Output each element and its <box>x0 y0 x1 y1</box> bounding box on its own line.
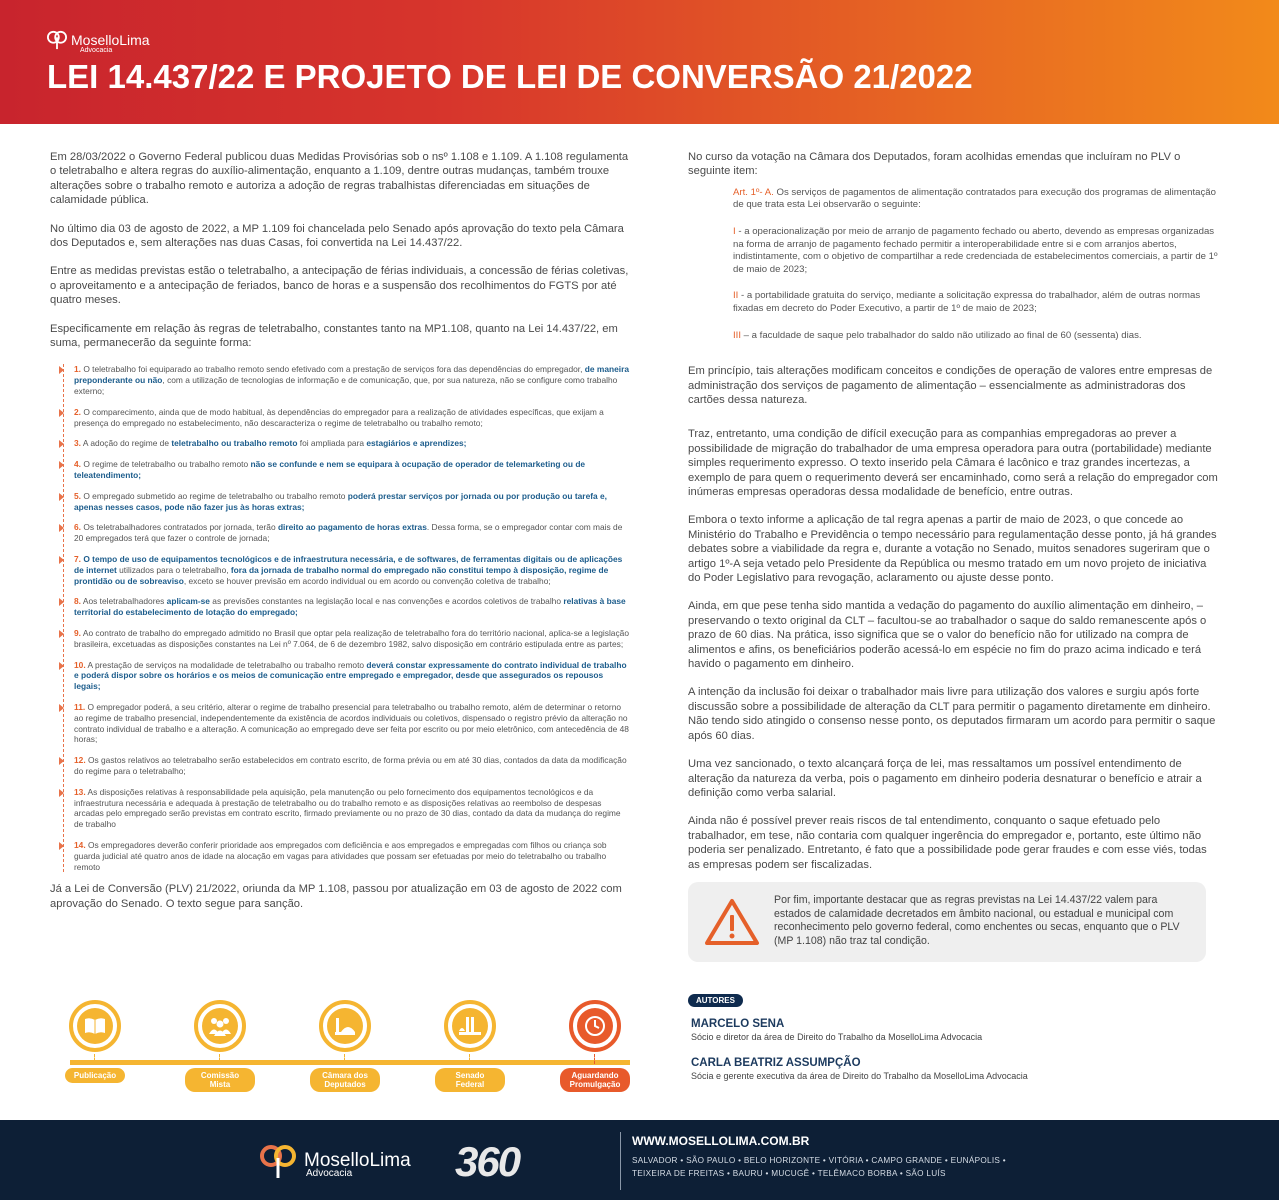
paragraph: No curso da votação na Câmara dos Deputados, foram acolhidas emendas que incluíram no PLV o seguinte item: <box>688 151 1181 178</box>
paragraph: No último dia 03 de agosto de 2022, a MP 1.109 foi chancelada pelo Senado após aprovação do texto pela Câmara dos Deputados e, sem alterações nas duas Casas, foi convertida na Lei 14.437/22. <box>50 222 624 250</box>
quote-number: I <box>733 226 736 237</box>
item-text: Os teletrabalhadores contratados por jornada, terão <box>81 522 278 533</box>
item-highlight: de maneira preponderante ou não <box>74 364 629 386</box>
office-cities <box>632 1154 1006 1180</box>
item-number: 9. <box>74 628 81 639</box>
paragraph: Entre as medidas previstas estão o teletrabalho, a antecipação de férias individuais, a concessão de férias coletivas, o aproveitamento e a antecipação de feriados, banco de horas e a suspensão dos recolhimentos do FGTS por até quatro meses. <box>50 265 629 307</box>
list-item <box>74 438 630 449</box>
people-icon <box>208 1016 232 1036</box>
author-name: MARCELO SENA <box>691 1018 785 1030</box>
item-text: A adoção do regime de <box>81 438 172 449</box>
author-role: Sócia e gerente executiva da área de Direito do Trabalho da MoselloLima Advocacia <box>691 1071 1028 1081</box>
quote-number: III <box>733 329 741 341</box>
item-number: 12. <box>74 755 86 766</box>
footer-logo-sub: Advocacia <box>306 1168 353 1179</box>
footer-logo-name: MoselloLima <box>304 1150 411 1171</box>
page-title: LEI 14.437/22 E PROJETO DE LEI DE CONVERSÃO 21/2022 <box>47 58 973 95</box>
timeline-step-comissao <box>185 1000 255 1092</box>
quote-number: Art. 1º- A. <box>733 186 774 198</box>
paragraph: Embora o texto informe a aplicação de tal regra apenas a partir de maio de 2023, o que concede ao Ministério do Trabalho e Previdência o tempo necessário para regulamentação desse ponto, já há grandes debates sobre a viabilidade da regra e, durante a votação no Senado, muitos senadores sugeriram que o artigo 1º-A seja vetado pelo Presidente da República ou mesmo tratado em um novo projeto de iniciativa do Poder Legislativo para revogação, aclaramento ou ajuste desse ponto. <box>688 514 1217 585</box>
step-label: Comissão Mista <box>185 1068 255 1092</box>
item-text: O empregado submetido ao regime de teletrabalho ou trabalho remoto <box>81 490 348 501</box>
badge-360: 360 <box>455 1138 520 1185</box>
item-highlight: O tempo de uso de equipamentos tecnológicos e de infraestrutura necessária, e de softwares, de ferramentas digitais ou de aplicações de internet <box>74 554 623 575</box>
warning-icon <box>704 897 760 947</box>
item-number: 8. <box>74 596 81 607</box>
item-text: , exceto se houver previsão em acordo individual ou em acordo ou convenção coletiva de trabalho; <box>183 575 551 586</box>
paragraph: Ainda, em que pese tenha sido mantida a vedação do pagamento do auxílio alimentação em dinheiro, – preservando o texto original da CLT – facultou-se ao trabalhador o saque do saldo remanescente após o prazo de 60 dias. Na prática, isso significa que se o valor do benefício não for utilizado na compra de alimentos e afins, os beneficiários poderão acessá-lo em espécie no fim do prazo acima indicado e terá havido o pagamento em dinheiro. <box>688 600 1207 671</box>
congress-icon <box>458 1016 482 1036</box>
paragraph: Em 28/03/2022 o Governo Federal publicou duas Medidas Provisórias sob o nsº 1.108 e 1.109. A 1.108 regulamenta o teletrabalho e altera regras do auxílio-alimentação, enquanto a 1.109, dentre outras mudanças, também trouxe alterações sobre o trabalho remoto e autoriza a adoção de regras trabalhistas diferenciadas em situações de calamidade pública. <box>50 151 629 207</box>
quote-number: II <box>733 290 739 302</box>
timeline-step-promulgacao <box>560 1000 630 1092</box>
list-item <box>74 840 630 872</box>
paragraph: Uma vez sancionado, o texto alcançará força de lei, mas ressaltamos um possível entendimento de alteração da natureza da verba, pois o pagamento em dinheiro poderia desnaturar o benefício e atrair a definição como verba salarial. <box>688 758 1202 799</box>
item-number: 3. <box>74 438 81 449</box>
divider <box>620 1132 621 1190</box>
item-number: 14. <box>74 839 86 850</box>
logo-icon <box>47 30 67 50</box>
quote-text: - a operacionalização por meio de arranjo de pagamento fechado ou aberto, devendo as empresas organizadas na forma de arranjo de pagamento fechado permitir a interoperabilidade entre si e com arranjos abertos, indistintamente, com o objetivo de compartilhar a rede credenciada de estabelecimentos comerciais, a partir de 1º de maio de 2023; <box>733 226 1218 275</box>
header-banner <box>0 0 1279 124</box>
clock-icon <box>584 1015 606 1037</box>
item-text: A prestação de serviços na modalidade de teletrabalho ou trabalho remoto <box>85 659 367 670</box>
paragraph: Já a Lei de Conversão (PLV) 21/2022, oriunda da MP 1.108, passou por atualização em 03 de agosto de 2022 com aprovação do Senado. O texto segue para sanção. <box>50 883 622 910</box>
item-text: As disposições relativas à responsabilidade pela aquisição, pela manutenção ou pelo fornecimento dos equipamentos tecnológicos e da infraestrutura necessária e adequada à prestação de teletrabalho ou do trabalho remoto e as disposições relativas ao reembolso de despesas arcadas pelo empregado serão previstas em contrato escrito, firmado previamente ou no prazo de 30 dias, contado da data da mudança do regime de trabalho <box>74 786 621 830</box>
paragraph: Em princípio, tais alterações modificam conceitos e condições de operação de valores entre empresas de administração dos serviços de pagamento de alimentação – essencialmente as administradoras dos cartões dessa natureza. <box>688 365 1213 406</box>
item-text: O regime de teletrabalho ou trabalho remoto <box>81 459 251 470</box>
paragraph: Traz, entretanto, uma condição de difícil execução para as companhias empregadoras ao prever a possibilidade de migração do trabalhador de uma empresa operadora para outra (portabilidade) mediante simples requerimento expresso. O texto inserido pela Câmara é lacônico e traz grandes incertezas, a exemplo de para quem o requerimento deverá ser encaminhado, como será a relação do empregador com inúmeras empresas operadoras dessa modalidade de benefício, entre outras. <box>688 428 1218 498</box>
list-item <box>74 522 630 544</box>
right-column <box>688 150 1218 886</box>
item-number: 11. <box>74 702 86 712</box>
logo-icon <box>258 1144 298 1178</box>
author-role: Sócio e diretor da área de Direito do Trabalho da MoselloLima Advocacia <box>691 1032 983 1042</box>
quote-text: – a faculdade de saque pelo trabalhador do saldo não utilizado ao final de 60 (sessenta) dias. <box>741 329 1142 341</box>
item-text: , com a utilização de tecnologias de informação e de comunicação, que, por sua natureza, não se configure como trabalho externo; <box>74 375 618 397</box>
item-text: O empregador poderá, a seu critério, alterar o regime de trabalho presencial para teletrabalho ou trabalho remoto, além de determinar o retorno ao regime de trabalho presencial, independentemente da existência de acordos individuais ou coletivos, dispensado o registro prévio da alteração no contrato individual de trabalho e a alteração. A comunicação ao empregado deve ser feita por escrito ou por meio eletrônico, com antecedência de 48 horas; <box>74 702 629 745</box>
item-text: foi ampliada para <box>297 438 367 449</box>
logo-sub: Advocacia <box>80 47 113 54</box>
list-item <box>74 702 630 745</box>
list-item <box>74 628 630 650</box>
website-link[interactable]: WWW.MOSELLOLIMA.COM.BR <box>632 1134 810 1148</box>
item-number: 7. <box>74 554 81 565</box>
item-highlight: aplicam-se <box>166 596 210 607</box>
cities-line: SALVADOR • SÃO PAULO • BELO HORIZONTE • VITÓRIA • CAMPO GRANDE • EUNÁPOLIS • <box>632 1156 1006 1165</box>
item-number: 1. <box>74 364 81 375</box>
timeline-step-camara <box>310 1000 380 1092</box>
item-text: Ao contrato de trabalho do empregado admitido no Brasil que optar pela realização de teletrabalho fora do território nacional, aplica-se a legislação brasileira, excetuadas as disposições constantes na Lei nº 7.064, de 6 de dezembro 1982, salvo disposição em contrário estipulada entre as partes; <box>74 628 629 649</box>
item-number: 10. <box>74 659 86 670</box>
book-icon <box>84 1017 106 1035</box>
item-text: Os gastos relativos ao teletrabalho serão estabelecidos em contrato escrito, de forma prévia ou em até 30 dias, contados da data da modificação do regime para o teletrabalho; <box>74 755 627 776</box>
item-number: 6. <box>74 522 81 533</box>
step-label: Publicação <box>65 1068 125 1083</box>
footer <box>0 1120 1279 1200</box>
item-number: 13. <box>74 786 86 797</box>
list-item <box>74 660 630 692</box>
author <box>691 1018 982 1042</box>
item-text: O teletrabalho foi equiparado ao trabalho remoto sendo efetivado com a prestação de serviços fora das dependências do empregador, <box>81 364 585 375</box>
paragraph: Ainda não é possível prever reais riscos de tal entendimento, conquanto o saque efetuado pelo trabalhador, em tese, não contaria com qualquer ingerência do empregador e, portanto, este último não poderia ser penalizado. Entretanto, é fato que a possibilidade pode gerar fraudes e com esse viés, todas as empresas podem ser fiscalizadas. <box>688 815 1207 871</box>
quote-text: Os serviços de pagamentos de alimentação contratados para execução dos programas de alimentação de que trata esta Lei observarão o seguinte: <box>733 186 1216 211</box>
item-highlight: direito ao pagamento de horas extras <box>277 522 427 533</box>
item-highlight: poderá prestar serviços por jornada ou por produção ou tarefa e, apenas nesses casos, pode não fazer jus às horas extras; <box>74 490 607 512</box>
authors-badge: AUTORES <box>688 994 743 1007</box>
item-highlight: não se confunde e nem se equipara à ocupação de operador de telemarketing ou de teleatendimento; <box>74 459 586 481</box>
warning-box <box>688 882 1206 962</box>
logo <box>47 30 150 54</box>
list-item <box>74 596 630 618</box>
item-text: . Dessa forma, se o empregador contar com mais de 20 empregados terá que fazer o controle de jornada; <box>74 522 623 544</box>
item-text: Aos teletrabalhadores <box>81 596 167 607</box>
list-item <box>74 459 630 481</box>
list-item <box>74 755 630 777</box>
law-quote <box>733 187 1218 342</box>
quote-text: - a portabilidade gratuita do serviço, mediante a solicitação expressa do trabalhador, além de outras normas fixadas em decreto do Poder Executivo, a partir de 1º de maio de 2023; <box>733 290 1201 314</box>
item-highlight: relativas à base territorial do estabelecimento de lotação do empregado; <box>74 596 626 618</box>
author <box>691 1057 1028 1081</box>
item-text: O comparecimento, ainda que de modo habitual, às dependências do empregador para a realização de atividades específicas, que exijam a presença do empregado no estabelecimento, não descaracteriza o regime de teletrabalho ou trabalho remoto; <box>74 406 604 428</box>
rules-list <box>63 364 630 872</box>
list-item <box>74 554 630 586</box>
cities-line: TEIXEIRA DE FREITAS • BAURU • MUCUGÊ • TELÊMACO BORBA • SÃO LUÍS <box>632 1169 946 1178</box>
list-item <box>74 364 630 396</box>
timeline-step-senado <box>435 1000 505 1092</box>
item-text: as previsões constantes na legislação local e nas convenções e acordos coletivos de trabalho <box>209 596 564 607</box>
timeline-step-publicacao <box>60 1000 130 1083</box>
logo-name: MoselloLima <box>71 32 150 48</box>
item-highlight: estagiários e aprendizes; <box>366 438 467 449</box>
chamber-icon <box>333 1016 357 1036</box>
item-text: Os empregadores deverão conferir prioridade aos empregados com deficiência e aos empregados e empregadas com filhos ou criança sob guarda judicial até quatro anos de idade na alocação em vagas para atividades que possam ser efetuadas por meio do teletrabalho ou trabalho remoto <box>74 839 607 872</box>
warning-text: Por fim, importante destacar que as regras previstas na Lei 14.437/22 valem para estados de calamidade decretados em âmbito nacional, ou estadual e municipal com reconhecimento pelo governo federal, como enchentes ou secas, enquanto que o PLV (MP 1.108) não traz tal condição. <box>774 894 1180 947</box>
author-name: CARLA BEATRIZ ASSUMPÇÃO <box>691 1057 861 1069</box>
list-item <box>74 491 630 513</box>
footer-logo <box>258 1144 411 1178</box>
step-label: Senado Federal <box>435 1068 505 1092</box>
paragraph: A intenção da inclusão foi deixar o trabalhador mais livre para utilização dos valores e surgiu após forte discussão sobre a possibilidade de alteração da CLT para permitir o pagamento diretamente em dinheiro. Não tendo sido atingido o consenso nesse ponto, os deputados firmaram um acordo para permitir o saque após 60 dias. <box>688 686 1216 742</box>
item-highlight: deverá constar expressamente do contrato individual de trabalho e poderá dispor sobre os horários e os meios de comunicação entre empregado e empregador, desde que assegurados os repousos legais; <box>74 659 627 692</box>
step-label: Aguardando Promulgação <box>560 1068 630 1092</box>
item-number: 5. <box>74 490 81 501</box>
list-item <box>74 407 630 429</box>
item-number: 2. <box>74 406 81 417</box>
paragraph: Especificamente em relação às regras de teletrabalho, constantes tanto na MP1.108, quanto na Lei 14.437/22, em suma, permanecerão da seguinte forma: <box>50 322 618 350</box>
list-item <box>74 787 630 830</box>
left-column <box>50 150 630 925</box>
step-label: Câmara dos Deputados <box>310 1068 380 1092</box>
timeline <box>60 1000 630 1090</box>
item-number: 4. <box>74 459 81 470</box>
item-text: utilizados para o teletrabalho, <box>116 564 231 575</box>
item-highlight: fora da jornada de trabalho normal do empregado não constitui tempo à disposição, regime de prontidão ou de sobreaviso <box>74 564 609 586</box>
item-highlight: teletrabalho ou trabalho remoto <box>171 438 298 449</box>
